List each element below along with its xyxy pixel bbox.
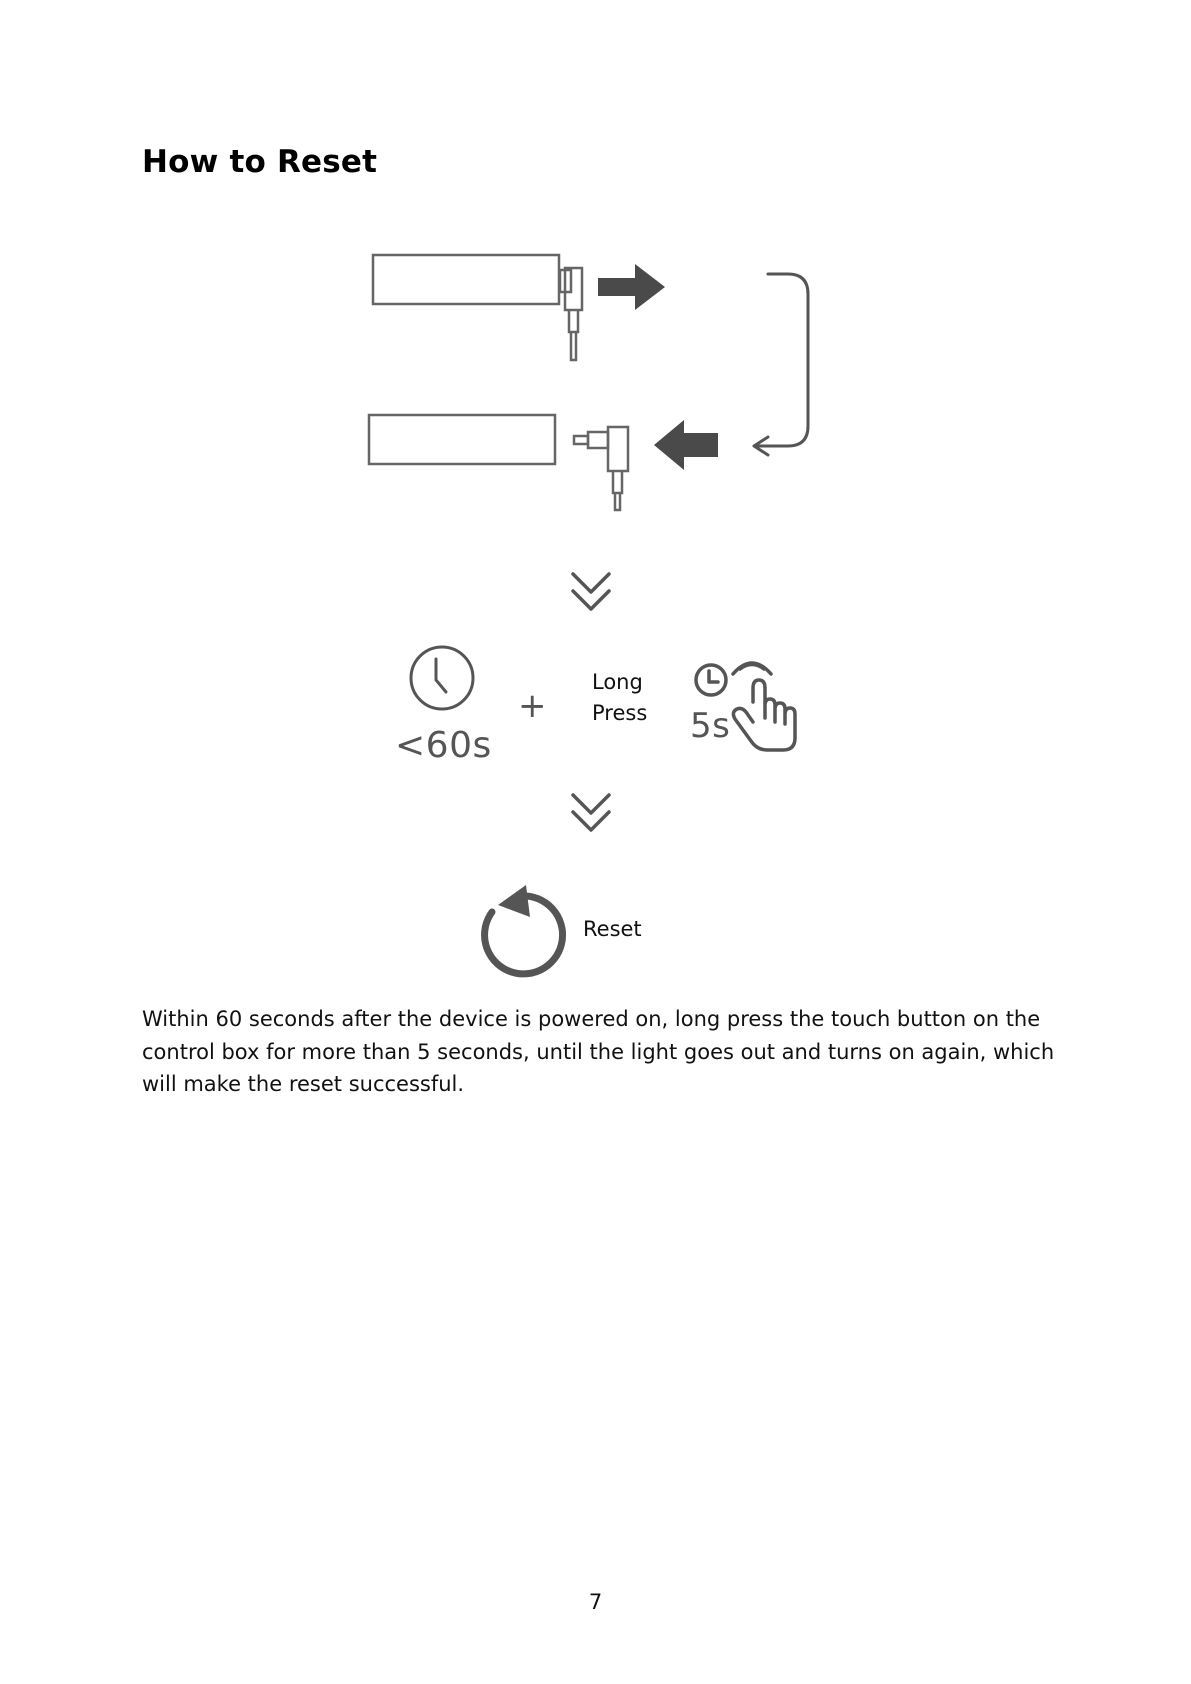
timer-label: <60s <box>395 725 492 766</box>
arrow-left-icon <box>654 420 718 470</box>
instructions-paragraph: Within 60 seconds after the device is powered on, long press the touch button on the control box for more than 5 seconds, until the light goes out and turns on again, which will make the reset successful. <box>142 1007 1055 1096</box>
duration-label: 5s <box>690 706 731 746</box>
chevrons-down-icon <box>573 574 609 609</box>
chevrons-down-icon-2 <box>573 795 609 830</box>
control-box-bottom <box>369 415 555 464</box>
long-press-label-line2: Press <box>592 701 648 725</box>
replug-step <box>369 415 718 510</box>
page-number: 7 <box>588 1590 603 1614</box>
plug-icon <box>560 268 582 360</box>
page-title: How to Reset <box>142 144 378 180</box>
reset-icon <box>485 885 563 974</box>
unplug-step <box>373 255 665 360</box>
reset-label: Reset <box>583 917 642 941</box>
clock-icon <box>411 647 473 709</box>
long-press-label-line1: Long <box>592 670 643 694</box>
plug-inserting-icon <box>574 427 628 510</box>
control-box-top <box>373 255 559 304</box>
arrow-right-icon <box>598 264 665 310</box>
return-curve-icon <box>754 274 808 455</box>
plus-sign: + <box>518 686 547 726</box>
